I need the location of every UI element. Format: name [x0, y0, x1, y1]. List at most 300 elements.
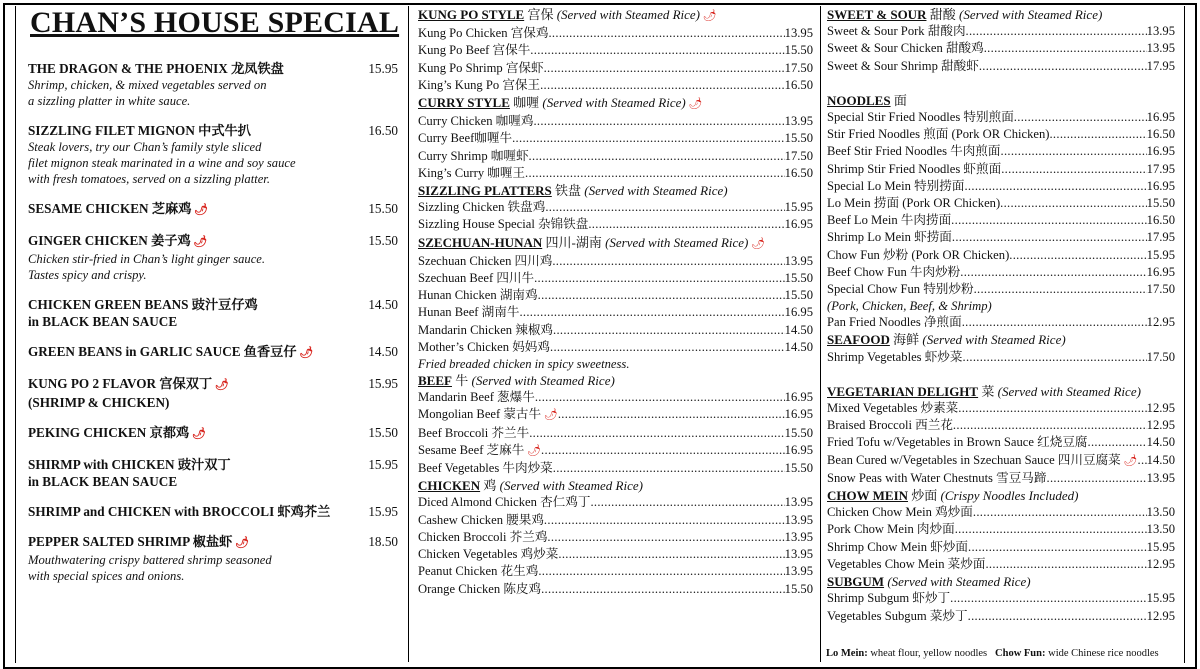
menu-item-name — [827, 40, 984, 57]
special-name-text-2: in BLACK BEAN SAUCE — [28, 474, 178, 489]
special-name-text: SHRIMP and CHICKEN with BROCCOLI 虾鸡芥兰 — [28, 504, 331, 519]
menu-item-name-text: Pork Chow Mein 肉炒面 — [827, 522, 955, 537]
section-chinese-title: 菜 — [981, 383, 995, 399]
menu-item-price: 13.50 — [1146, 505, 1175, 520]
section-chinese-title: 咖喱 — [513, 95, 540, 111]
menu-item-price: 16.95 — [1146, 178, 1175, 193]
menu-item-name — [827, 58, 979, 75]
special-header — [28, 296, 398, 313]
dot-leader — [1088, 434, 1147, 451]
menu-item-name-text: Chicken Vegetables 鸡炒菜 — [418, 547, 559, 562]
section-title: BEEF — [418, 373, 452, 389]
menu-item-name — [827, 126, 1049, 143]
menu-item — [418, 113, 813, 130]
dot-leader — [973, 504, 1147, 521]
menu-item-name-text: Beef Lo Mein 牛肉捞面 — [827, 213, 952, 228]
menu-item-name — [418, 25, 548, 42]
dot-leader — [544, 60, 785, 77]
dot-leader — [525, 165, 785, 182]
section-chinese-title: 甜酸 — [929, 7, 956, 22]
special-description: filet mignon steak marinated in a wine and soy sauce — [28, 156, 296, 170]
menu-item-name-text: Peanut Chicken 花生鸡 — [418, 564, 539, 579]
menu-column-3 — [827, 6, 1175, 625]
special-item — [28, 343, 398, 362]
menu-item-price: 13.95 — [1146, 470, 1175, 485]
section-title: SUBGUM — [827, 574, 885, 590]
menu-item-name — [418, 442, 541, 460]
menu-item-name — [418, 77, 540, 94]
menu-item-name-text: Szechuan Chicken 四川鸡 — [418, 253, 553, 268]
menu-item-name — [827, 434, 1088, 451]
menu-item-price: 13.95 — [1146, 41, 1175, 56]
menu-item-price: 14.50 — [1146, 435, 1175, 450]
menu-item-price: 17.50 — [1146, 349, 1175, 364]
menu-item — [418, 546, 813, 563]
menu-item — [827, 556, 1175, 573]
special-price: 15.95 — [368, 504, 398, 519]
menu-item-price: 15.50 — [784, 43, 813, 58]
menu-item — [827, 504, 1175, 521]
menu-item — [827, 400, 1175, 417]
menu-item-price: 17.95 — [1146, 230, 1175, 245]
menu-item-name-text: Chicken Chow Mein 鸡炒面 — [827, 505, 973, 520]
dot-leader — [553, 460, 785, 477]
menu-item-name — [418, 581, 541, 598]
dot-leader — [958, 400, 1146, 417]
menu-item-price: 13.95 — [784, 26, 813, 41]
special-price: 18.50 — [368, 534, 398, 549]
menu-item-price: 15.50 — [784, 271, 813, 286]
menu-item — [418, 460, 813, 477]
menu-item-price: 17.95 — [1146, 161, 1175, 176]
dot-leader — [519, 304, 784, 321]
menu-item-name — [827, 400, 958, 417]
menu-item-name-text: Vegetables Chow Mein 菜炒面 — [827, 556, 986, 571]
section-title: VEGETARIAN DELIGHT — [827, 383, 979, 399]
menu-item-name-text: King’s Curry 咖喱王 — [418, 165, 526, 180]
menu-item-name — [418, 460, 553, 477]
special-name-text-2: (SHRIMP & CHICKEN) — [28, 395, 170, 410]
menu-item — [418, 148, 813, 165]
dot-leader — [968, 608, 1147, 625]
special-price: 14.50 — [368, 297, 398, 312]
dot-leader — [538, 563, 784, 580]
menu-item-price: 15.50 — [784, 131, 813, 146]
dot-leader — [1014, 109, 1147, 126]
menu-item-name — [418, 253, 552, 270]
special-name — [28, 122, 251, 139]
menu-item-name-text: Fried Tofu w/Vegetables in Brown Sauce 红烧豆腐 — [827, 435, 1088, 450]
section-title: CHICKEN — [418, 478, 481, 494]
special-header — [28, 375, 398, 394]
chili-pepper-icon: 🌶 — [232, 537, 250, 549]
menu-item — [418, 270, 813, 287]
special-description: a sizzling platter in white sauce. — [28, 94, 191, 108]
menu-item-price: 15.50 — [1146, 196, 1175, 211]
menu-item-price: 15.95 — [1146, 539, 1175, 554]
menu-item-name-text: Special Lo Mein 特别捞面 — [827, 178, 965, 193]
menu-item-price: 16.95 — [784, 305, 813, 320]
menu-item-name-text: Kung Po Chicken 宫保鸡 — [418, 26, 549, 41]
section-header — [418, 477, 813, 494]
special-item — [28, 424, 398, 443]
dot-leader — [984, 40, 1147, 57]
menu-item-name-text: Special Stir Fried Noodles 特别煎面 — [827, 110, 1014, 125]
dot-leader — [955, 521, 1147, 538]
menu-item-name — [827, 212, 951, 229]
dot-leader — [979, 58, 1147, 75]
section-note: (Served with Steamed Rice) — [958, 7, 1103, 22]
special-description: with special spices and onions. — [28, 569, 185, 583]
dot-leader — [966, 23, 1147, 40]
menu-item-name — [827, 229, 952, 246]
special-name-text: PEPPER SALTED SHRIMP 椒盐虾 — [28, 534, 233, 549]
menu-item-name-text: Shrimp Subgum 虾炒丁 — [827, 591, 951, 606]
menu-item-name — [827, 539, 968, 556]
chili-pepper-icon: 🌶 — [524, 444, 542, 457]
menu-item-name-text: King’s Kung Po 宫保王 — [418, 77, 541, 92]
section-header — [418, 94, 813, 113]
special-header — [28, 503, 398, 520]
menu-item-price: 17.95 — [1146, 58, 1175, 73]
menu-item — [418, 389, 813, 406]
menu-item — [418, 406, 813, 424]
menu-item-name-text: Chow Fun 炒粉 (Pork OR Chicken) — [827, 247, 1010, 262]
footnote-chow-fun-text: wide Chinese rice noodles — [1048, 648, 1159, 659]
menu-item-name-text: Beef Vegetables 牛肉炒菜 — [418, 461, 553, 476]
menu-item-name — [418, 389, 535, 406]
menu-item-name — [827, 417, 953, 434]
menu-item-name-text: Szechuan Beef 四川牛 — [418, 271, 535, 286]
special-item — [28, 296, 398, 330]
dot-leader — [1049, 126, 1146, 143]
menu-item-name — [827, 178, 964, 195]
menu-item-name-text: Orange Chicken 陈皮鸡 — [418, 581, 542, 596]
special-name — [28, 375, 229, 394]
menu-item-price: 13.95 — [784, 547, 813, 562]
menu-item — [418, 165, 813, 182]
menu-item-name — [827, 349, 963, 366]
section-spacer — [827, 75, 1175, 92]
menu-item-name-text: Curry Beef咖喱牛 — [418, 131, 513, 146]
menu-item — [418, 60, 813, 77]
menu-item-name — [827, 470, 1047, 487]
menu-item — [827, 349, 1175, 366]
special-name-text: CHICKEN GREEN BEANS 豉汁豆仔鸡 — [28, 297, 258, 312]
special-price: 15.50 — [368, 425, 398, 440]
section-chinese-title: 炒面 — [911, 488, 938, 504]
menu-item — [827, 229, 1175, 246]
menu-item — [827, 178, 1175, 195]
menu-item — [827, 58, 1175, 75]
special-price: 15.95 — [368, 61, 398, 76]
menu-item — [827, 143, 1175, 160]
dot-leader — [533, 113, 784, 130]
section-chinese-title: 宫保 — [527, 7, 554, 22]
menu-item-name — [418, 563, 538, 580]
section-title: SWEET & SOUR — [827, 7, 927, 22]
special-name-text: GREEN BEANS in GARLIC SAUCE 鱼香豆仔 — [28, 344, 297, 359]
menu-item-price: 16.95 — [784, 390, 813, 405]
section-title: SEAFOOD — [827, 332, 890, 348]
special-item — [28, 232, 398, 283]
section-chinese-title: 四川-湖南 — [545, 234, 602, 250]
menu-item-name-text: Hunan Chicken 湖南鸡 — [418, 288, 538, 303]
menu-item-name — [418, 130, 512, 147]
dot-leader — [974, 281, 1147, 298]
section-header — [418, 234, 813, 253]
menu-item-name-text: Beef Stir Fried Noodles 牛肉煎面 — [827, 144, 1001, 159]
special-description: Mouthwatering crispy battered shrimp seasoned — [28, 553, 272, 567]
dot-leader — [1138, 452, 1147, 470]
section-header — [827, 6, 1175, 23]
section-note: (Served with Steamed Rice) — [584, 183, 728, 199]
special-name — [28, 296, 258, 313]
dot-leader — [968, 539, 1147, 556]
special-header — [28, 533, 398, 552]
special-header — [28, 232, 398, 251]
dot-leader — [963, 349, 1147, 366]
menu-item-name — [418, 60, 544, 77]
menu-item-price: 12.95 — [1146, 315, 1175, 330]
menu-item-name — [827, 109, 1014, 126]
menu-item-name — [827, 504, 973, 521]
dot-leader — [1009, 247, 1146, 264]
menu-item-price: 15.95 — [1146, 591, 1175, 606]
special-header — [28, 424, 398, 443]
section-title: SZECHUAN-HUNAN — [418, 234, 543, 250]
dot-leader — [550, 339, 785, 356]
column-divider-1 — [408, 6, 409, 662]
special-header — [28, 122, 398, 139]
menu-item — [418, 581, 813, 598]
menu-item — [418, 25, 813, 42]
chili-pepper-icon: 🌶 — [191, 204, 209, 216]
dot-leader — [535, 389, 785, 406]
menu-item — [827, 521, 1175, 538]
special-name — [28, 424, 206, 443]
menu-item-price: 13.95 — [784, 512, 813, 527]
menu-item-name-text: Curry Shrimp 咖喱虾 — [418, 148, 529, 163]
menu-item — [827, 281, 1175, 298]
menu-item — [418, 77, 813, 94]
menu-item-price: 15.95 — [784, 200, 813, 215]
chili-pepper-icon: 🌶 — [189, 428, 206, 440]
dot-leader — [1000, 195, 1147, 212]
section-chinese-title: 面 — [893, 92, 907, 108]
menu-item-name-text: Vegetables Subgum 菜炒丁 — [827, 608, 968, 623]
special-name-text: SIZZLING FILET MIGNON 中式牛扒 — [28, 123, 251, 138]
chili-pepper-icon: 🌶 — [700, 10, 717, 22]
chili-pepper-icon: 🌶 — [541, 409, 558, 422]
special-name-text: GINGER CHICKEN 姜子鸡 — [28, 233, 191, 248]
dot-leader — [952, 229, 1147, 246]
menu-item-price: 15.50 — [784, 288, 813, 303]
menu-item-name-text: Shrimp Chow Mein 虾炒面 — [827, 539, 968, 554]
menu-item-name-text: Hunan Beef 湖南牛 — [418, 305, 520, 320]
dot-leader — [558, 546, 784, 563]
noodle-footnote — [826, 648, 1159, 659]
menu-item-price: 12.95 — [1146, 608, 1175, 623]
menu-item-name-text: Mixed Vegetables 炒素菜 — [827, 401, 959, 416]
chili-pepper-icon: 🌶 — [748, 237, 766, 250]
section-header — [827, 331, 1175, 348]
menu-item-price: 15.50 — [784, 425, 813, 440]
menu-item-name-text: Sweet & Sour Chicken 甜酸鸡 — [827, 41, 984, 56]
special-name-line-2 — [28, 394, 398, 411]
dot-leader — [538, 287, 785, 304]
menu-item — [827, 434, 1175, 451]
menu-item-price: 16.95 — [1146, 264, 1175, 279]
menu-item — [418, 442, 813, 460]
dot-leader — [548, 25, 784, 42]
dot-leader — [964, 178, 1146, 195]
menu-item-name-text: Mandarin Beef 葱爆牛 — [418, 390, 535, 405]
menu-item-name — [418, 304, 519, 321]
menu-item — [827, 264, 1175, 281]
menu-item — [827, 212, 1175, 229]
menu-item-name — [418, 529, 547, 546]
specials-list — [28, 60, 398, 584]
menu-item-price: 16.50 — [784, 77, 813, 92]
menu-item-name — [827, 195, 1000, 212]
section-note: (Served with Steamed Rice) — [556, 7, 701, 22]
special-name-text: SESAME CHICKEN 芝麻鸡 — [28, 201, 192, 216]
menu-item-name-text: Diced Almond Chicken 杏仁鸡丁 — [418, 495, 591, 510]
menu-item — [418, 339, 813, 356]
special-name-line-2 — [28, 313, 398, 330]
menu-item — [418, 494, 813, 511]
dot-leader — [547, 529, 784, 546]
column-divider-2 — [820, 6, 821, 662]
menu-item-name-text: Mongolian Beef 蒙古牛 — [418, 407, 542, 422]
menu-item-name — [418, 406, 558, 424]
menu-item-description: Fried breaded chicken in spicy sweetness. — [418, 357, 630, 372]
dot-leader — [553, 322, 785, 339]
menu-item-name — [827, 281, 974, 298]
menu-item-name — [418, 512, 544, 529]
dot-leader — [540, 77, 785, 94]
special-header — [28, 200, 398, 219]
special-item — [28, 503, 398, 520]
menu-item-name — [418, 425, 529, 442]
special-item — [28, 60, 398, 109]
menu-item-price: 13.95 — [784, 529, 813, 544]
dot-leader — [544, 512, 785, 529]
menu-item-name-text: Curry Chicken 咖喱鸡 — [418, 114, 534, 129]
special-name-line-2 — [28, 473, 398, 490]
menu-item-name-text: Cashew Chicken 腰果鸡 — [418, 512, 544, 527]
menu-item-name-text: Braised Broccoli 西兰花 — [827, 418, 953, 433]
menu-item-name — [418, 270, 534, 287]
dot-leader — [985, 556, 1146, 573]
special-item — [28, 375, 398, 411]
menu-item-name-text: Lo Mein 捞面 (Pork OR Chicken) — [827, 196, 1001, 211]
section-note: (Served with Steamed Rice) — [542, 95, 686, 111]
footnote-lo-mein-label: Lo Mein: — [826, 648, 868, 659]
section-title: NOODLES — [827, 92, 891, 108]
menu-item — [827, 247, 1175, 264]
menu-item — [827, 161, 1175, 178]
menu-item-name-text: Sizzling House Special 杂锦铁盘 — [418, 217, 589, 232]
menu-item — [827, 590, 1175, 607]
special-name — [28, 343, 313, 362]
menu-item — [827, 195, 1175, 212]
specials-column — [28, 6, 398, 597]
menu-item-price: 13.50 — [1146, 522, 1175, 537]
special-description: Steak lovers, try our Chan’s family style sliced — [28, 140, 262, 154]
menu-item-name — [418, 216, 588, 233]
menu-item-name-text: Mother’s Chicken 妈妈鸡 — [418, 339, 550, 354]
menu-item-name — [418, 113, 533, 130]
special-description: Chicken stir-fried in Chan’s light ginger sauce. — [28, 252, 266, 266]
menu-item-name-text: Pan Fried Noodles 净煎面 — [827, 315, 962, 330]
menu-item-name — [827, 143, 1001, 160]
menu-item — [418, 512, 813, 529]
menu-item-price: 16.95 — [1146, 110, 1175, 125]
section-title: KUNG PO STYLE — [418, 7, 525, 22]
menu-item-price: 12.95 — [1146, 556, 1175, 571]
special-description: with fresh tomatoes, served on a sizzling platter. — [28, 172, 270, 186]
menu-item — [418, 425, 813, 442]
special-price: 15.50 — [368, 233, 398, 248]
special-item — [28, 456, 398, 490]
menu-item — [418, 322, 813, 339]
menu-item — [418, 216, 813, 233]
chili-pepper-icon: 🌶 — [1120, 454, 1138, 467]
special-header — [28, 456, 398, 473]
menu-item-price: 13.95 — [784, 564, 813, 579]
menu-item — [418, 42, 813, 59]
special-price: 15.50 — [368, 201, 398, 216]
section-chinese-title: 牛 — [455, 373, 469, 389]
special-name — [28, 200, 208, 219]
special-description: Tastes spicy and crispy. — [28, 268, 147, 282]
menu-item-name — [418, 165, 525, 182]
menu-item-name — [418, 494, 590, 511]
special-name — [28, 503, 330, 520]
menu-item — [418, 304, 813, 321]
menu-item-name-text: Shrimp Lo Mein 虾捞面 — [827, 230, 952, 245]
menu-item-name-text: Sesame Beef 芝麻牛 — [418, 442, 525, 457]
section-header — [418, 372, 813, 389]
menu-item-price: 13.95 — [1146, 24, 1175, 39]
menu-item — [418, 287, 813, 304]
menu-item — [418, 130, 813, 147]
menu-item-name — [827, 23, 966, 40]
dot-leader — [590, 494, 784, 511]
menu-item-price: 14.50 — [1146, 452, 1175, 467]
special-price: 15.95 — [368, 376, 398, 391]
menu-item-name-text: Sweet & Sour Shrimp 甜酸虾 — [827, 58, 979, 73]
menu-item-name — [827, 264, 960, 281]
section-note: (Crispy Noodles Included) — [940, 488, 1079, 504]
menu-item-price: 13.95 — [784, 253, 813, 268]
menu-item-name — [827, 556, 985, 573]
chili-pepper-icon: 🌶 — [296, 347, 314, 359]
special-name-text: THE DRAGON & THE PHOENIX 龙凤铁盘 — [28, 61, 284, 76]
menu-item-name-text: Snow Peas with Water Chestnuts 雪豆马蹄 — [827, 470, 1047, 485]
dot-leader — [552, 253, 784, 270]
menu-item-name — [418, 199, 545, 216]
section-chinese-title: 海鲜 — [893, 332, 920, 348]
menu-item-name-text: Beef Broccoli 芥兰牛 — [418, 425, 530, 440]
section-header — [827, 92, 1175, 109]
menu-item-description: (Pork, Chicken, Beef, & Shrimp) — [827, 299, 992, 314]
menu-item-name — [418, 546, 558, 563]
menu-item-price: 17.50 — [784, 148, 813, 163]
special-price: 14.50 — [368, 344, 398, 359]
